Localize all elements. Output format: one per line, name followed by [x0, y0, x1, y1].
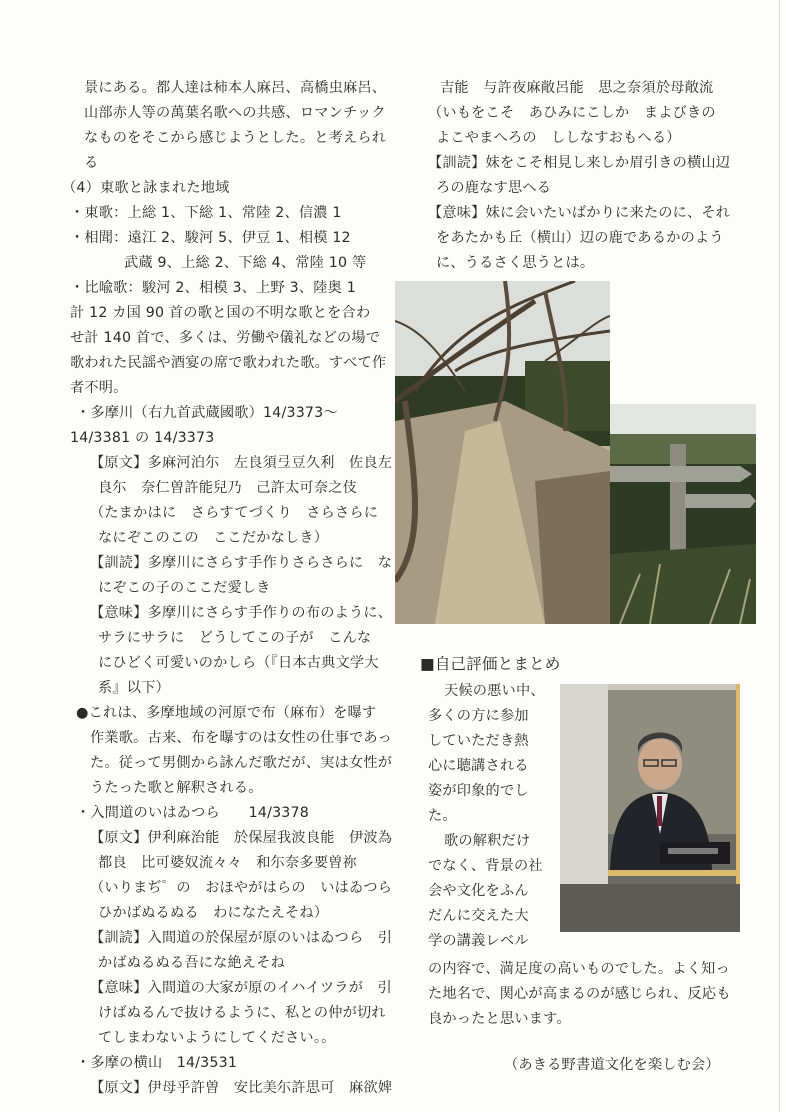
photo-trail — [395, 281, 610, 624]
text-line: 姿が印象的でし — [428, 783, 529, 799]
text-line: ・比喩歌：駿河 2、相模 3、上野 3、陸奥 1 — [70, 280, 356, 296]
photo-signpost — [610, 404, 756, 624]
text-line: 良尓 奈仁曽許能兒乃 己許太可奈之伎 — [98, 480, 357, 496]
text-line: 【原文】多麻河泊尓 左良須弖豆久利 佐良左 — [90, 455, 393, 471]
text-line: た地名で、関心が高まるのが感じられ、反応も — [428, 986, 731, 1002]
text-line: 歌の解釈だけ — [444, 833, 531, 849]
text-line: でなく、背景の社 — [428, 858, 543, 874]
text-line: た。従って男側から詠んだ歌だが、実は女性が — [90, 755, 393, 771]
text-line: うたった歌と解釈される。 — [90, 780, 263, 796]
text-line: 者不明。 — [70, 380, 128, 396]
text-line: 歌われた民謡や酒宴の席で歌われた歌。すべて作 — [70, 355, 387, 371]
text-line: 天候の悪い中、 — [444, 683, 545, 699]
text-line: 吉能 与許夜麻敞呂能 思之奈須於母敞流 — [440, 80, 714, 96]
text-line: をあたかも丘（横山）辺の鹿であるかのよう — [436, 230, 724, 246]
text-line: ●これは、多摩地域の河原で布（麻布）を曝す — [76, 705, 377, 721]
text-line: ・東歌：上総 1、下総 1、常陸 2、信濃 1 — [70, 205, 342, 221]
text-line: だんに交えた大 — [428, 908, 529, 924]
subsection-heading: （4）東歌と詠まれた地域 — [62, 180, 230, 196]
text-line: （たまかはに さらすてづくり さらさらに — [90, 505, 379, 521]
text-line: ・多摩川（右九首武蔵國歌）14/3373～ — [76, 405, 338, 421]
text-line: 多くの方に参加 — [428, 708, 529, 724]
text-line: ろの鹿なす思へる — [436, 180, 552, 196]
text-line: 会や文化をふん — [428, 883, 529, 899]
signature: （あきる野書道文化を楽しむ会） — [504, 1057, 720, 1073]
section-heading: ■自己評価とまとめ — [420, 655, 561, 673]
text-line: にぞこの子のここだ愛しき — [98, 580, 271, 596]
text-line: 【原文】伊母乎許曽 安比美尓許思可 麻欲婢 — [90, 1080, 393, 1096]
text-line: 山部赤人等の萬葉名歌への共感、ロマンチック — [84, 105, 386, 121]
text-line: 学の講義レベル — [428, 933, 529, 949]
text-line: 【訓読】多摩川にさらす手作りさらさらに な — [90, 555, 393, 571]
text-line: なものをそこから感じようとした。と考えられ — [84, 130, 387, 146]
text-line: 【意味】入間道の大家が原のイハイツラが 引 — [90, 980, 392, 996]
text-line: 【原文】伊利麻治能 於保屋我波良能 伊波為 — [90, 830, 393, 846]
text-line: けばぬるんで抜けるように、私との仲が切れ — [98, 1005, 386, 1021]
text-line: していただき熱 — [428, 733, 529, 749]
text-line: る — [84, 155, 99, 171]
text-line: かばぬるぬる吾にな絶えそね — [98, 955, 286, 971]
text-line: てしまわないようにしてください。。 — [98, 1030, 336, 1046]
text-line: サラにサラに どうしてこの子が こんな — [98, 630, 372, 646]
text-line: ・相聞：遠江 2、駿河 5、伊豆 1、相模 12 — [70, 230, 351, 246]
text-line: 景にある。都人達は柿本人麻呂、高橋虫麻呂、 — [84, 80, 387, 96]
text-line: 作業歌。古来、布を曝すのは女性の仕事であっ — [90, 730, 392, 746]
text-line: にひどく可愛いのかしら（『日本古典文学大 — [98, 655, 379, 671]
text-line: 心に聴講される — [428, 758, 529, 774]
text-line: ・多摩の横山 14/3531 — [76, 1055, 238, 1071]
text-line: せ計 140 首で、多くは、労働や儀礼などの場で — [70, 330, 381, 346]
text-line: に、うるさく思うとは。 — [436, 255, 595, 271]
photo-lecturer — [560, 684, 740, 932]
text-line: なにぞこのこの ここだかなしき） — [98, 530, 329, 546]
text-line: （いもをこそ あひみにこしか まよびきの — [428, 105, 716, 121]
text-line: 【意味】妹に会いたいばかりに来たのに、それ — [428, 205, 731, 221]
text-line: の内容で、満足度の高いものでした。よく知っ — [428, 961, 730, 977]
text-line: 武蔵 9、上総 2、下総 4、常陸 10 等 — [124, 255, 367, 271]
page-edge — [779, 0, 780, 1112]
text-line: 計 12 カ国 90 首の歌と国の不明な歌とを合わ — [70, 305, 371, 321]
text-line: よこやまへろの ししなすおもへる） — [436, 130, 681, 146]
text-line: ・入間道のいはゐつら 14/3378 — [76, 805, 309, 821]
text-line: 都良 比可婆奴流々々 和尓奈多要曽祢 — [98, 855, 357, 871]
text-line: ひかばぬるぬる わになたえそね） — [98, 905, 329, 921]
text-line: 【意味】多摩川にさらす手作りの布のように、 — [90, 605, 393, 621]
text-line: 【訓読】入間道の於保屋が原のいはゐつら 引 — [90, 930, 393, 946]
text-line: 【訓読】妹をこそ相見し来しか眉引きの横山辺 — [428, 155, 731, 171]
text-line: 14/3381 の 14/3373 — [70, 430, 215, 446]
text-line: た。 — [428, 808, 457, 824]
text-line: （いりまぢ゜の おほやがはらの いはゐつら — [90, 880, 393, 896]
text-line: 良かったと思います。 — [428, 1011, 571, 1027]
text-line: 系』以下） — [98, 680, 170, 696]
